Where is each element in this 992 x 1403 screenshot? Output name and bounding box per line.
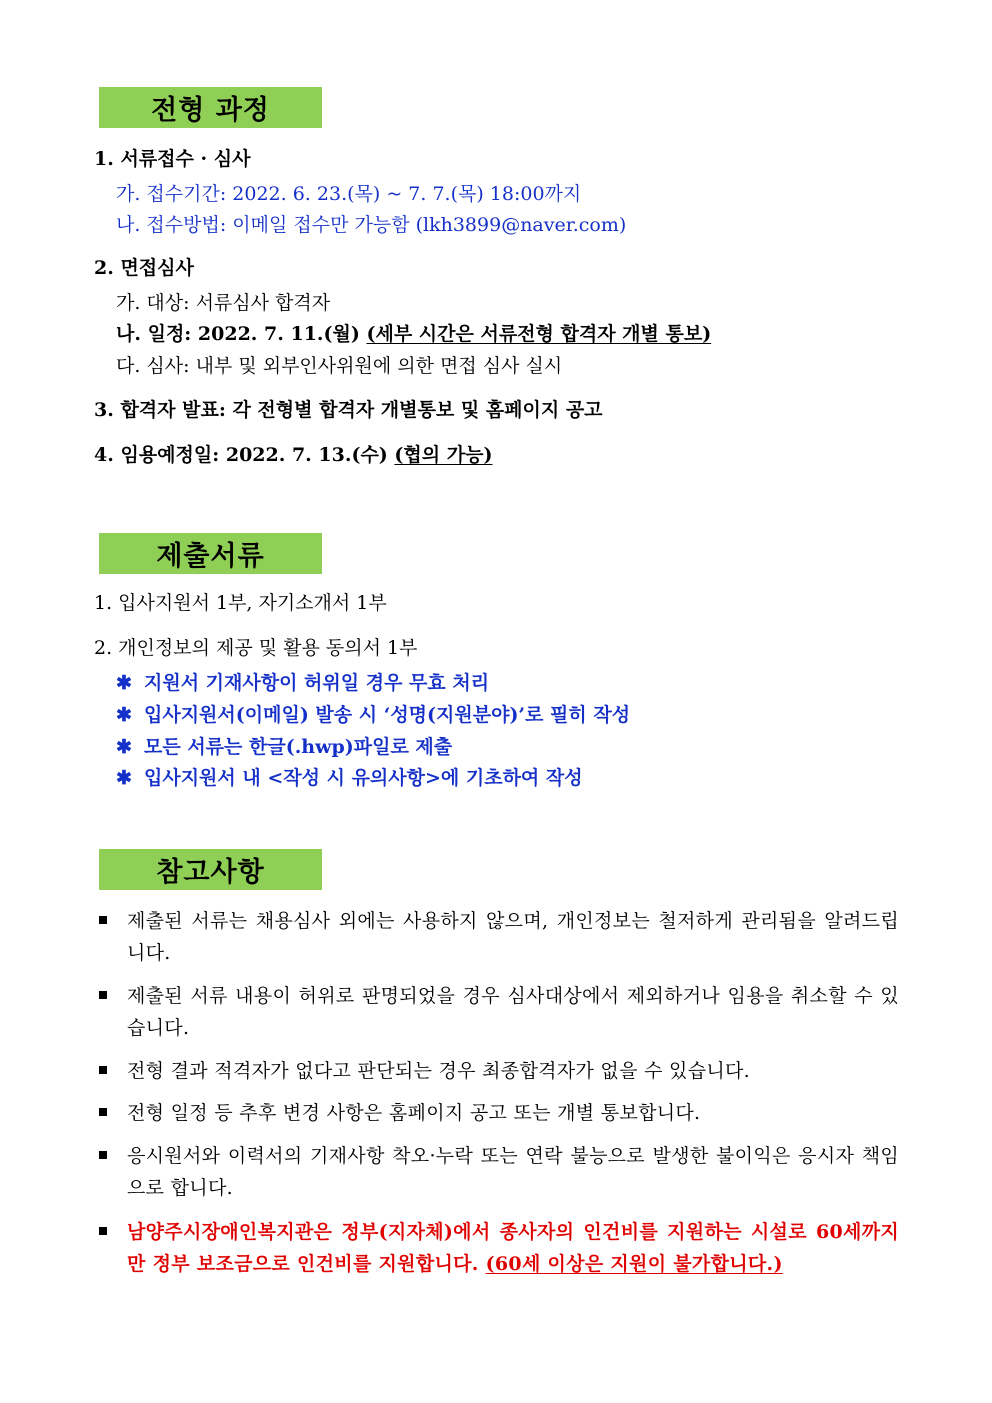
section-title: 참고사항 — [156, 857, 265, 888]
process-item-2-schedule — [116, 321, 711, 347]
asterisk-icon: ✱ — [116, 736, 132, 758]
documents-note — [116, 734, 452, 760]
reference-note — [99, 1097, 899, 1129]
process-item-2-heading: 2. 면접심사 — [94, 257, 194, 279]
section-title: 제출서류 — [156, 541, 265, 572]
square-bullet-icon — [99, 1108, 107, 1116]
documents-note — [116, 670, 489, 696]
documents-item-2: 2. 개인정보의 제공 및 활용 동의서 1부 — [94, 637, 418, 659]
documents-note-text: 모든 서류는 한글(.hwp)파일로 제출 — [144, 736, 453, 758]
reference-note-text: 응시원서와 이력서의 기재사항 착오·누락 또는 연락 불능으로 발생한 불이익은 응시자 책임으로 합니다. — [127, 1145, 899, 1199]
reference-note — [99, 1055, 899, 1087]
funding-note-text: 남양주시장애인복지관은 정부(지자체)에서 종사자의 인건비를 지원하는 시설로 60세까지만 정부 보조금으로 인건비를 지원합니다. — [127, 1221, 899, 1275]
appointment-date: 4. 임용예정일: 2022. 7. 13.(수) — [94, 444, 395, 466]
section-header-documents — [99, 533, 322, 574]
asterisk-icon: ✱ — [116, 704, 132, 726]
documents-note-text: 입사지원서 내 <작성 시 유의사항>에 기초하여 작성 — [144, 767, 583, 789]
process-item-1-period: 가. 접수기간: 2022. 6. 23.(목) ~ 7. 7.(목) 18:00까지 — [116, 183, 582, 205]
asterisk-icon: ✱ — [116, 767, 132, 789]
process-item-3: 3. 합격자 발표: 각 전형별 합격자 개별통보 및 홈페이지 공고 — [94, 399, 603, 421]
reference-note — [99, 980, 899, 1044]
section-title: 전형 과정 — [151, 95, 270, 126]
process-item-2-review: 다. 심사: 내부 및 외부인사위원에 의한 면접 심사 실시 — [116, 355, 563, 377]
reference-note-text — [127, 1216, 899, 1280]
section-header-process — [99, 87, 322, 128]
documents-note — [116, 765, 583, 791]
reference-note-text: 전형 일정 등 추후 변경 사항은 홈페이지 공고 또는 개별 통보합니다. — [127, 1102, 701, 1124]
reference-note — [99, 1140, 899, 1204]
square-bullet-icon — [99, 1227, 107, 1235]
section-header-reference — [99, 849, 322, 890]
process-item-1-method: 나. 접수방법: 이메일 접수만 가능함 (lkh3899@naver.com) — [116, 214, 627, 236]
appointment-underlined-note: (협의 가능) — [394, 444, 493, 466]
square-bullet-icon — [99, 1066, 107, 1074]
square-bullet-icon — [99, 991, 107, 999]
documents-note-text: 입사지원서(이메일) 발송 시 ‘성명(지원분야)’로 필히 작성 — [144, 704, 631, 726]
documents-note-text: 지원서 기재사항이 허위일 경우 무효 처리 — [144, 672, 490, 694]
documents-item-1: 1. 입사지원서 1부, 자기소개서 1부 — [94, 592, 387, 614]
reference-note-text: 전형 결과 적격자가 없다고 판단되는 경우 최종합격자가 없을 수 있습니다. — [127, 1060, 751, 1082]
square-bullet-icon — [99, 916, 107, 924]
funding-note-underlined: (60세 이상은 지원이 불가합니다.) — [485, 1253, 783, 1275]
reference-note-highlight — [99, 1216, 899, 1280]
asterisk-icon: ✱ — [116, 672, 132, 694]
schedule-text: 나. 일정: 2022. 7. 11.(월) — [116, 323, 367, 345]
schedule-underlined-note: (세부 시간은 서류전형 합격자 개별 통보) — [366, 323, 712, 345]
square-bullet-icon — [99, 1151, 107, 1159]
reference-note-text: 제출된 서류 내용이 허위로 판명되었을 경우 심사대상에서 제외하거나 임용을 취소할 수 있습니다. — [127, 985, 899, 1039]
process-item-2-target: 가. 대상: 서류심사 합격자 — [116, 292, 331, 314]
reference-note — [99, 905, 899, 969]
process-item-4 — [94, 442, 492, 468]
documents-note — [116, 702, 630, 728]
reference-note-text: 제출된 서류는 채용심사 외에는 사용하지 않으며, 개인정보는 철저하게 관리됨을 알려드립니다. — [127, 910, 899, 964]
process-item-1-heading: 1. 서류접수 · 심사 — [94, 148, 251, 170]
